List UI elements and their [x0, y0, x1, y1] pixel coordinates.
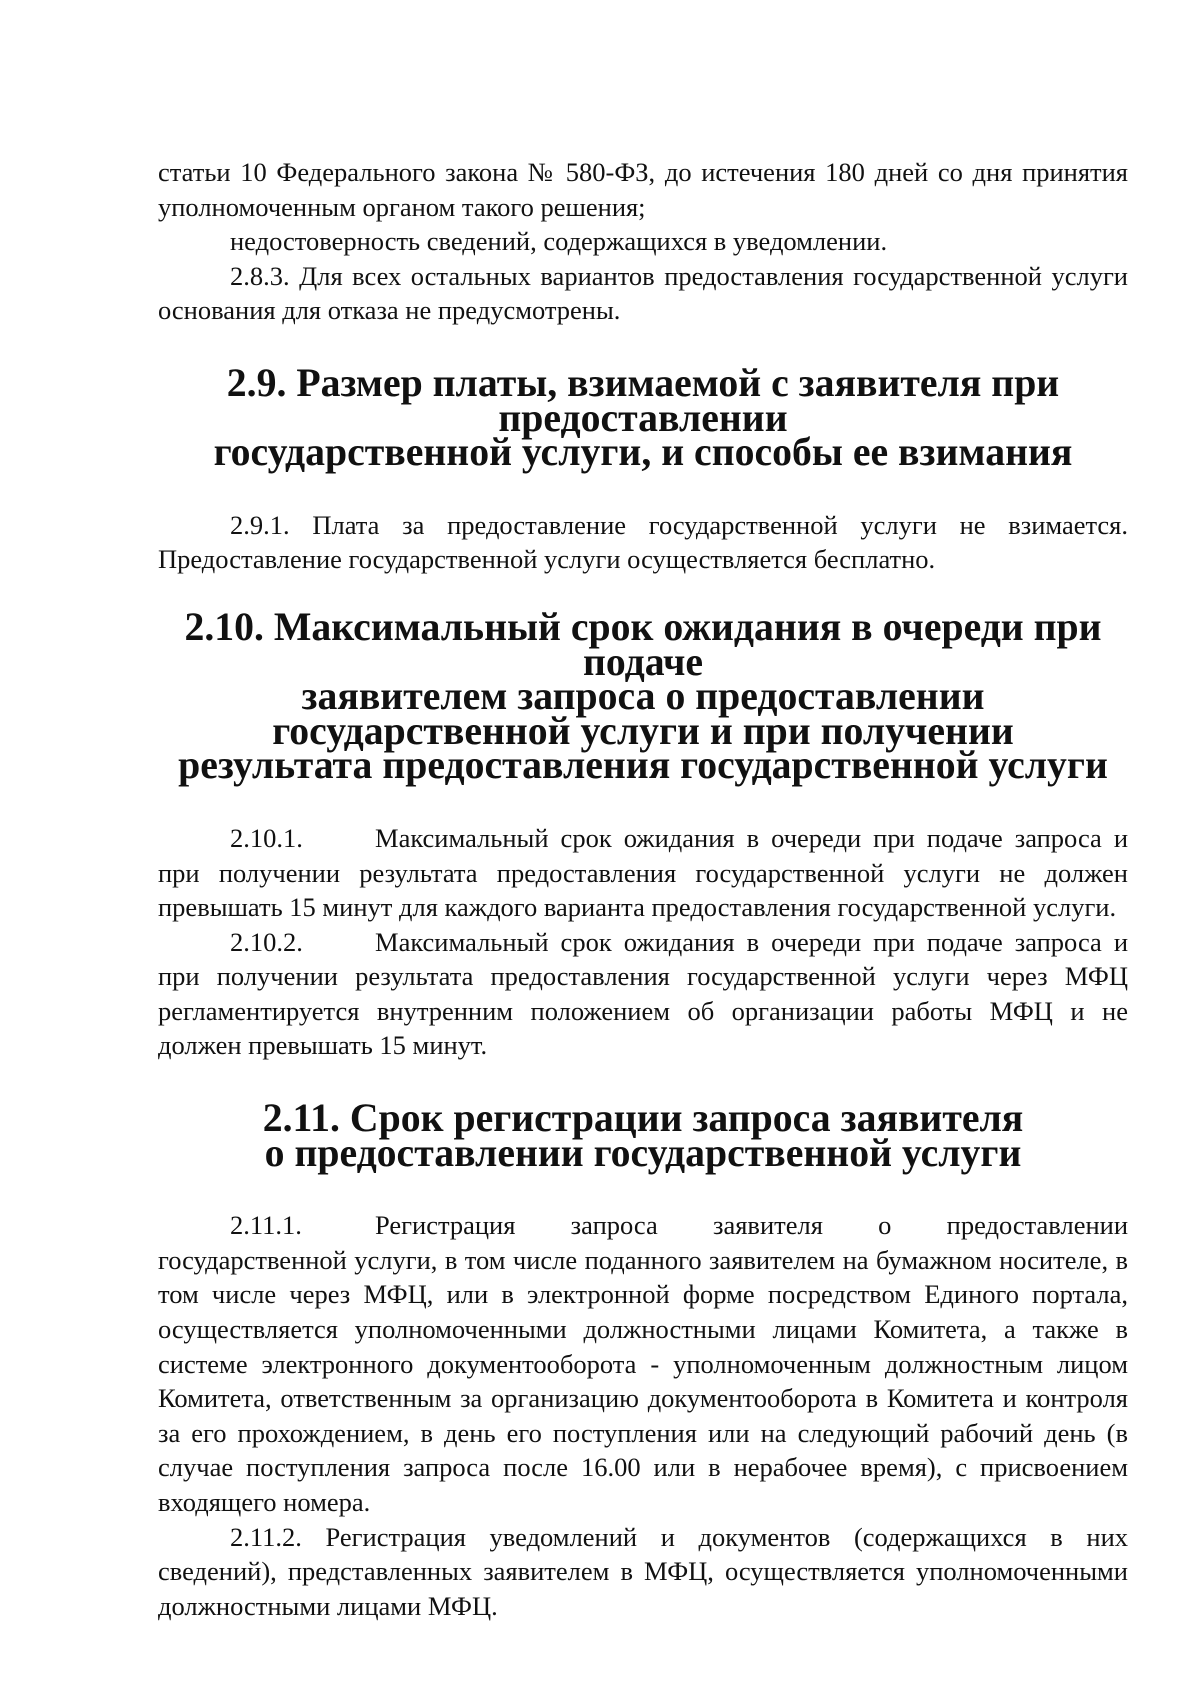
paragraph-continuation: статьи 10 Федерального закона № 580-ФЗ, до истечения 180 дней со дня принятия уполномоченным органом такого решения; [158, 157, 1128, 222]
paragraph-number: 2.11.1. [230, 1210, 302, 1241]
heading-line: 2.11. Срок регистрации запроса заявителя [262, 1096, 1024, 1141]
heading-2-10 [158, 604, 1128, 788]
heading-line: заявителем запроса о предоставлении [301, 674, 985, 719]
paragraph-text: Максимальный срок ожидания в очереди при подаче запроса и при получении результата предоставления государственной услуги через МФЦ регламентируется внутренним положением об организации работы МФЦ и не должен превышать 15 минут. [158, 926, 1128, 1061]
heading-line: государственной услуги, и способы ее взимания [213, 430, 1073, 475]
paragraph-continuation-item: недостоверность сведений, содержащихся в уведомлении. [230, 226, 888, 257]
heading-line: 2.9. Размер платы, взимаемой с заявителя при предоставлении [226, 360, 1060, 440]
heading-line: 2.10. Максимальный срок ожидания в очереди при подаче [184, 604, 1102, 684]
paragraph-2-11-2: 2.11.2. Регистрация уведомлений и документов (содержащихся в них сведений), представленных заявителем в МФЦ, осуществляется уполномоченными должностными лицами МФЦ. [158, 1521, 1128, 1621]
paragraph-2-9-1: 2.9.1. Плата за предоставление государственной услуги не взимается. Предоставление государственной услуги осуществляется бесплатно. [158, 509, 1128, 575]
document-page [158, 155, 1128, 1623]
heading-line: результата предоставления государственной услуги [178, 743, 1108, 788]
paragraph-2-11-1 [158, 1208, 1128, 1519]
paragraph-2-10-2 [158, 925, 1128, 1063]
paragraph-text: Максимальный срок ожидания в очереди при подаче запроса и при получении результата предоставления государственной услуги не должен превышать 15 минут для каждого варианта предоставления государственной услуги. [158, 822, 1128, 923]
heading-2-11 [158, 1096, 1128, 1175]
paragraph-text: Регистрация запроса заявителя о предоставлении государственной услуги, в том числе поданного заявителем на бумажном носителе, в том числе через МФЦ, или в электронной форме посредством Единого портала, осуществляется уполномоченными должностными лицами Комитета, а также в системе электронного документооборота - уполномоченным должностным лицом Комитета, ответственным за организацию документооборота в Комитета и контроля за его прохождением, в день его поступления или на следующий рабочий день (в случае поступления запроса после 16.00 или в нерабочее время), с присвоением входящего номера. [158, 1210, 1128, 1517]
paragraph-number: 2.10.2. [230, 926, 303, 957]
paragraph-2-8-3: 2.8.3. Для всех остальных вариантов предоставления государственной услуги основания для отказа не предусмотрены. [158, 260, 1128, 326]
paragraph-number: 2.10.1. [230, 822, 303, 853]
paragraph-2-10-1 [158, 821, 1128, 925]
heading-2-9 [158, 360, 1128, 475]
heading-line: о предоставлении государственной услуги [264, 1130, 1022, 1175]
heading-line: государственной услуги и при получении [272, 708, 1014, 753]
